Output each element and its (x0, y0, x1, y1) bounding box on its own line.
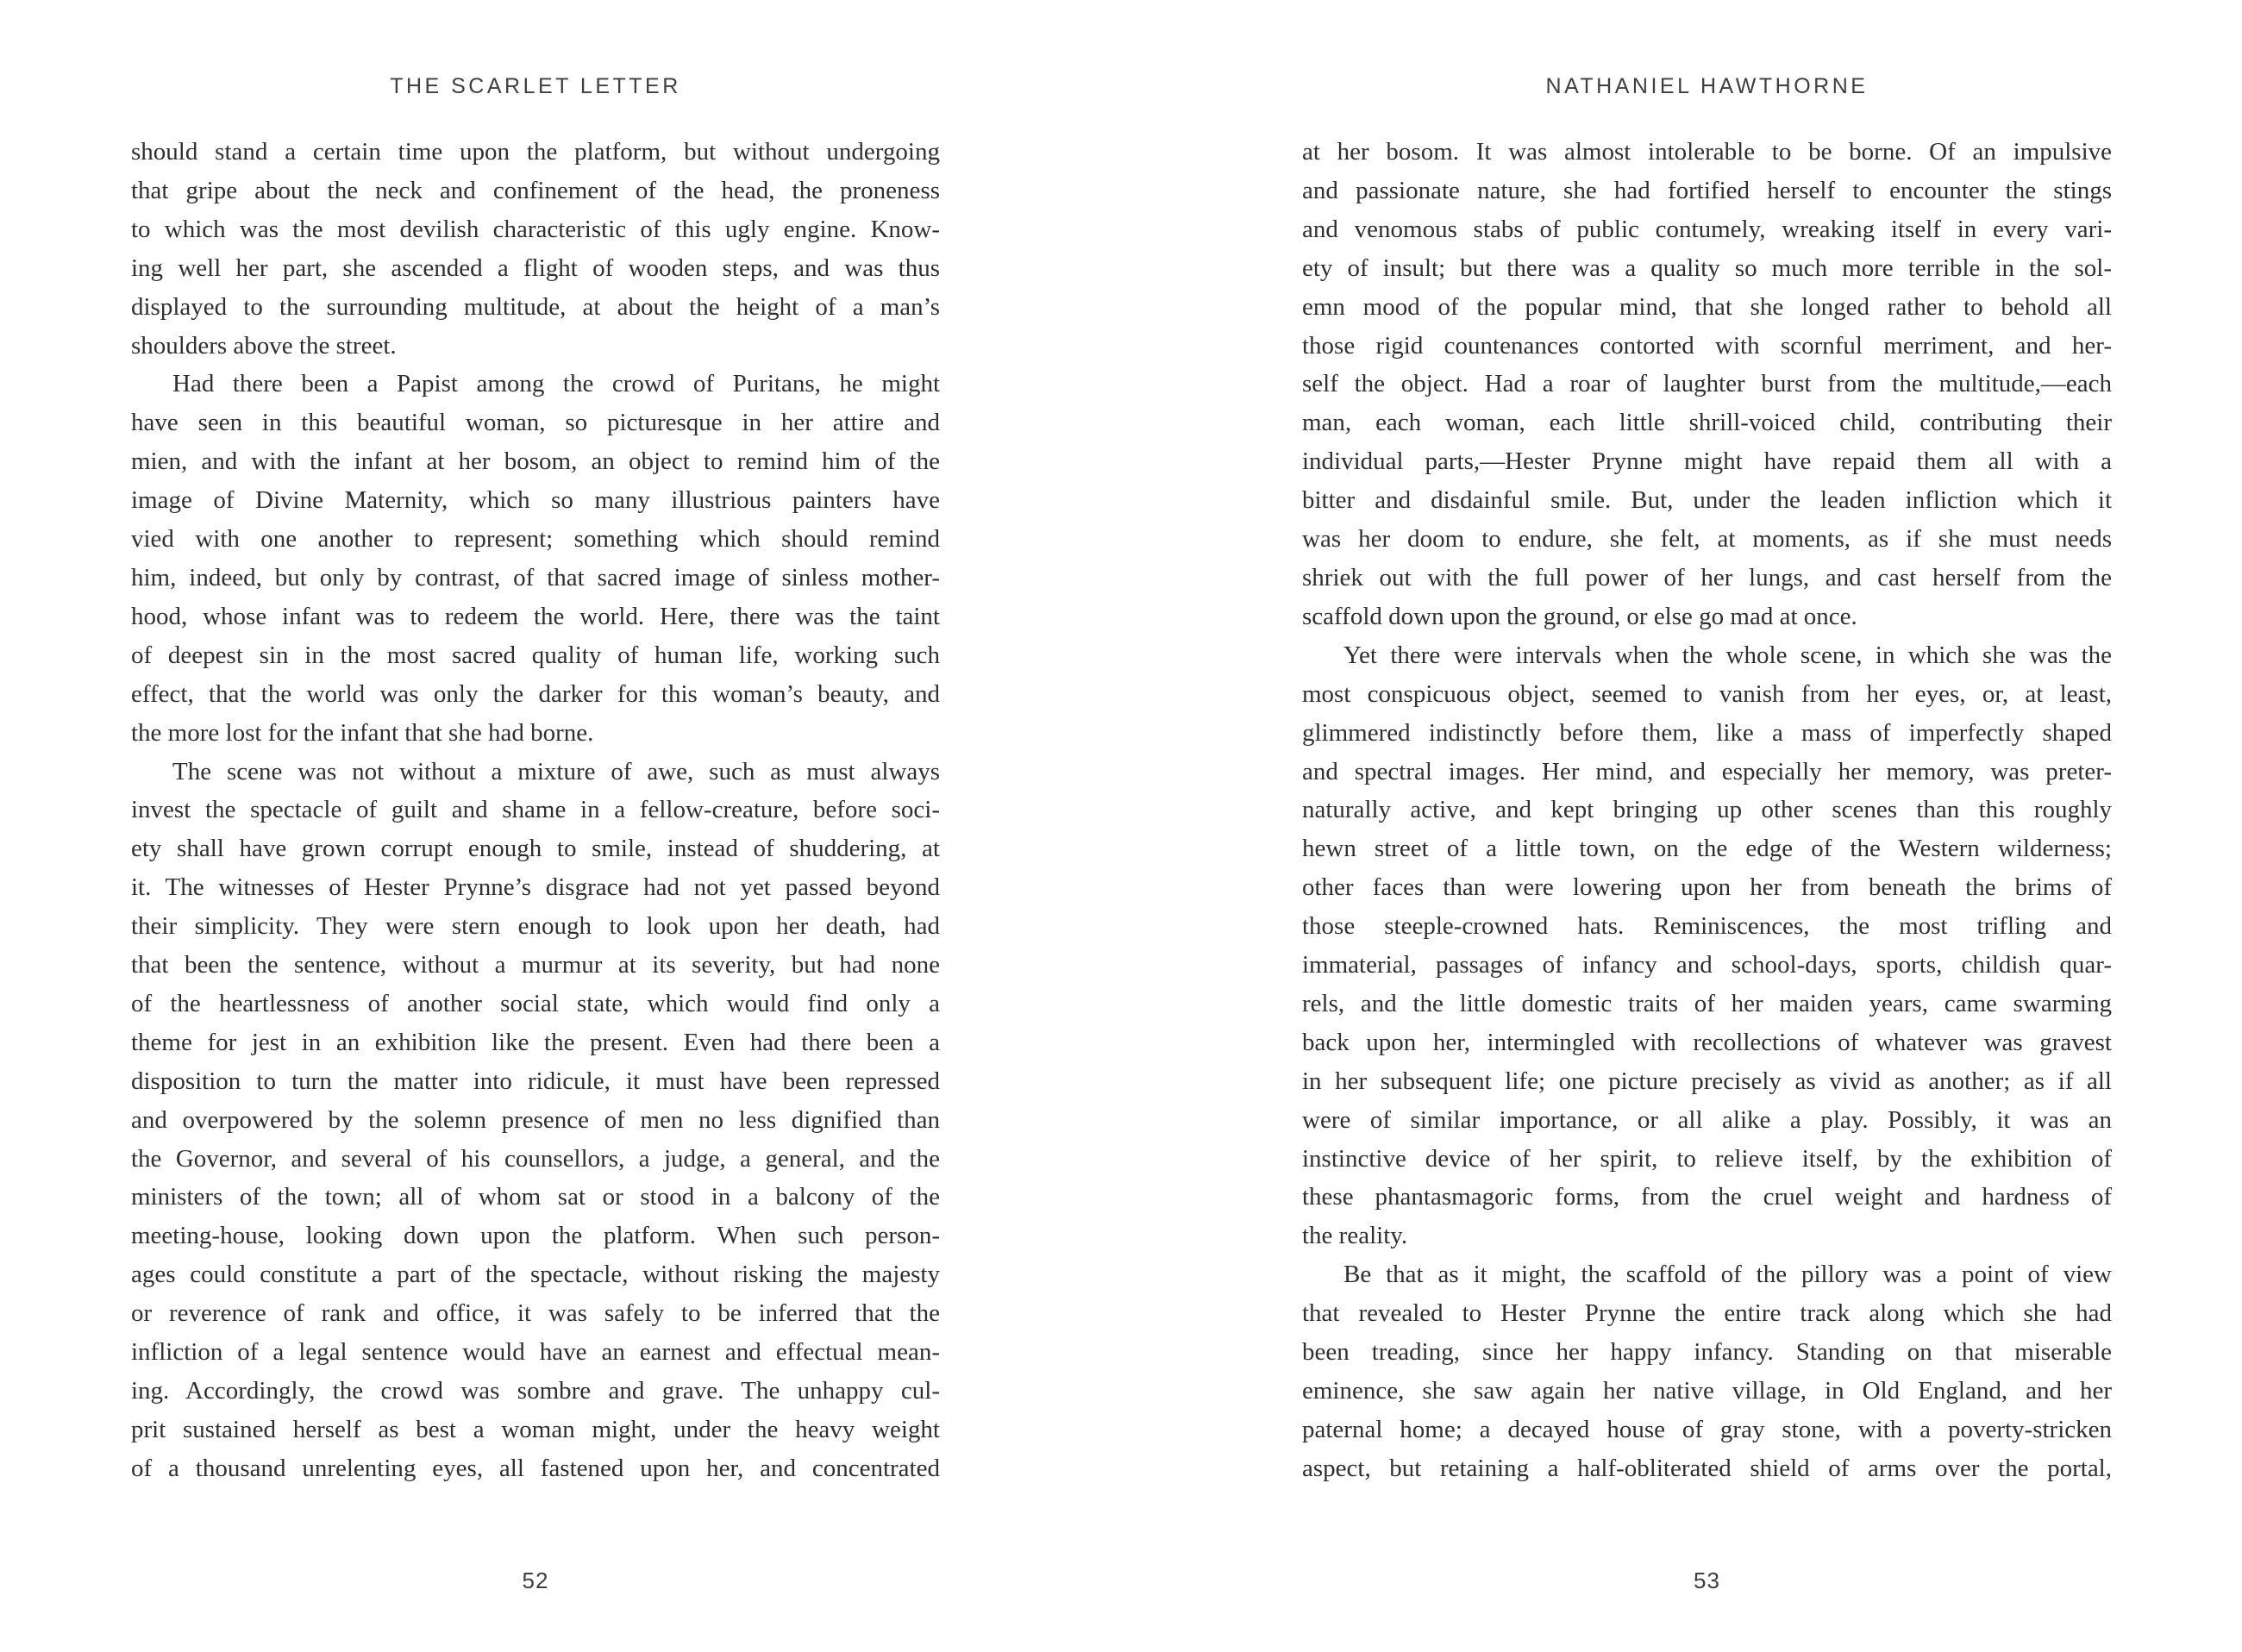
text-line: shoulders above the street. (131, 331, 397, 360)
text-line: invest the spectacle of guilt and shame in a fellow-creature, before soci- (131, 796, 940, 824)
page-number-left: 52 (522, 1568, 549, 1593)
text-line: and passionate nature, she had fortified herself to encounter the stings (1302, 176, 2112, 204)
text-line: ety shall have grown corrupt enough to smile, instead of shuddering, at (131, 835, 940, 863)
text-line: to which was the most devilish characteristic of this ugly engine. Know- (131, 215, 940, 243)
text-line: the more lost for the infant that she had borne. (131, 718, 594, 747)
text-line: hood, whose infant was to redeem the world. Here, there was the taint (131, 602, 940, 630)
text-line: were of similar importance, or all alike a play. Possibly, it was an (1302, 1105, 2112, 1134)
text-line: him, indeed, but only by contrast, of that sacred image of sinless mother- (131, 563, 940, 591)
page-number-right: 53 (1694, 1568, 1720, 1593)
running-header-right: NATHANIEL HAWTHORNE (1545, 74, 1869, 98)
text-line: glimmered indistinctly before them, like a mass of imperfectly shaped (1302, 718, 2112, 747)
paragraph (1302, 636, 2112, 1256)
text-line: have seen in this beautiful woman, so picturesque in her attire and (131, 409, 940, 437)
text-line: and overpowered by the solemn presence of men no less dignified than (131, 1105, 940, 1134)
text-line: most conspicuous object, seemed to vanish from her eyes, or, at least, (1302, 679, 2112, 708)
text-line: theme for jest in an exhibition like the present. Even had there been a (131, 1028, 940, 1056)
text-line: other faces than were lowering upon her from beneath the brims of (1302, 873, 2112, 902)
running-header-left: THE SCARLET LETTER (390, 74, 681, 98)
text-line: these phantasmagoric forms, from the cruel weight and hardness of (1302, 1183, 2112, 1211)
text-line: Had there been a Papist among the crowd of Puritans, he might (172, 370, 940, 398)
text-line: and spectral images. Her mind, and especially her memory, was preter- (1302, 757, 2112, 785)
paragraph (131, 753, 940, 1488)
paragraph (1302, 1255, 2112, 1487)
text-line: Be that as it might, the scaffold of the pillory was a point of view (1343, 1261, 2112, 1289)
text-line: scaffold down upon the ground, or else go mad at once. (1302, 602, 1857, 630)
text-line: it. The witnesses of Hester Prynne’s disgrace had not yet passed beyond (131, 873, 940, 902)
text-line: of a thousand unrelenting eyes, all fastened upon her, and concentrated (131, 1454, 940, 1482)
text-line: emn mood of the popular mind, that she longed rather to behold all (1302, 292, 2112, 321)
text-line: effect, that the world was only the darker for this woman’s beauty, and (131, 679, 940, 708)
text-line: been treading, since her happy infancy. Standing on that miserable (1302, 1338, 2112, 1367)
text-line: ministers of the town; all of whom sat or stood in a balcony of the (131, 1183, 940, 1211)
text-line: image of Divine Maternity, which so many illustrious painters have (131, 486, 940, 515)
text-line: back upon her, intermingled with recollections of whatever was gravest (1302, 1028, 2112, 1056)
paragraph (131, 365, 940, 752)
text-line: disposition to turn the matter into ridicule, it must have been repressed (131, 1067, 940, 1095)
text-line: naturally active, and kept bringing up other scenes than this roughly (1302, 796, 2112, 824)
text-line: displayed to the surrounding multitude, at about the height of a man’s (131, 292, 940, 321)
text-line: self the object. Had a roar of laughter burst from the multitude,—each (1302, 370, 2112, 398)
text-line: rels, and the little domestic traits of her maiden years, came swarming (1302, 989, 2112, 1017)
text-line: those rigid countenances contorted with scornful merriment, and her- (1302, 331, 2112, 360)
text-line: that been the sentence, without a murmur at its severity, but had none (131, 951, 940, 979)
text-line: ages could constitute a part of the spectacle, without risking the majesty (131, 1261, 940, 1289)
page-right-column (1302, 0, 2112, 1652)
text-line: or reverence of rank and office, it was safely to be inferred that the (131, 1299, 940, 1328)
text-line: ing. Accordingly, the crowd was sombre and grave. The unhappy cul- (131, 1377, 940, 1405)
text-line: the reality. (1302, 1222, 1408, 1250)
text-line: mien, and with the infant at her bosom, an object to remind him of the (131, 447, 940, 476)
text-line: meeting-house, looking down upon the platform. When such person- (131, 1222, 940, 1250)
text-line: aspect, but retaining a half-obliterated shield of arms over the portal, (1302, 1454, 2112, 1482)
text-line: paternal home; a decayed house of gray stone, with a poverty-stricken (1302, 1415, 2112, 1443)
text-line: shriek out with the full power of her lungs, and cast herself from the (1302, 563, 2112, 591)
text-line: The scene was not without a mixture of awe, such as must always (172, 757, 940, 785)
text-line: infliction of a legal sentence would have an earnest and effectual mean- (131, 1338, 940, 1367)
text-line: that gripe about the neck and confinement of the head, the proneness (131, 176, 940, 204)
text-line: bitter and disdainful smile. But, under the leaden infliction which it (1302, 486, 2112, 515)
page-left-column (131, 0, 940, 1652)
text-line: the Governor, and several of his counsellors, a judge, a general, and the (131, 1144, 940, 1173)
text-line: immaterial, passages of infancy and school-days, sports, childish quar- (1302, 951, 2112, 979)
text-line: those steeple-crowned hats. Reminiscences, the most trifling and (1302, 912, 2112, 941)
text-line: and venomous stabs of public contumely, wreaking itself in every vari- (1302, 215, 2112, 243)
text-line: individual parts,—Hester Prynne might have repaid them all with a (1302, 447, 2112, 476)
body-text-left (131, 133, 940, 1488)
text-line: Yet there were intervals when the whole scene, in which she was the (1343, 641, 2112, 669)
text-line: ety of insult; but there was a quality so much more terrible in the sol- (1302, 253, 2112, 282)
text-line: hewn street of a little town, on the edge of the Western wilderness; (1302, 835, 2112, 863)
text-line: prit sustained herself as best a woman might, under the heavy weight (131, 1415, 940, 1443)
text-line: in her subsequent life; one picture precisely as vivid as another; as if all (1302, 1067, 2112, 1095)
paragraph (131, 133, 940, 365)
text-line: should stand a certain time upon the platform, but without undergoing (131, 138, 940, 166)
text-line: ing well her part, she ascended a flight of wooden steps, and was thus (131, 253, 940, 282)
text-line: their simplicity. They were stern enough to look upon her death, had (131, 912, 940, 941)
text-line: instinctive device of her spirit, to relieve itself, by the exhibition of (1302, 1144, 2112, 1173)
body-text-right (1302, 133, 2112, 1488)
text-line: was her doom to endure, she felt, at moments, as if she must needs (1302, 525, 2112, 554)
text-line: of deepest sin in the most sacred quality of human life, working such (131, 641, 940, 669)
text-line: eminence, she saw again her native village, in Old England, and her (1302, 1377, 2112, 1405)
text-line: man, each woman, each little shrill-voiced child, contributing their (1302, 409, 2112, 437)
text-line: vied with one another to represent; something which should remind (131, 525, 940, 554)
text-line: at her bosom. It was almost intolerable to be borne. Of an impulsive (1302, 138, 2112, 166)
text-line: that revealed to Hester Prynne the entire track along which she had (1302, 1299, 2112, 1328)
text-line: of the heartlessness of another social state, which would find only a (131, 989, 940, 1017)
page-right (1121, 0, 2242, 1652)
paragraph (1302, 133, 2112, 636)
